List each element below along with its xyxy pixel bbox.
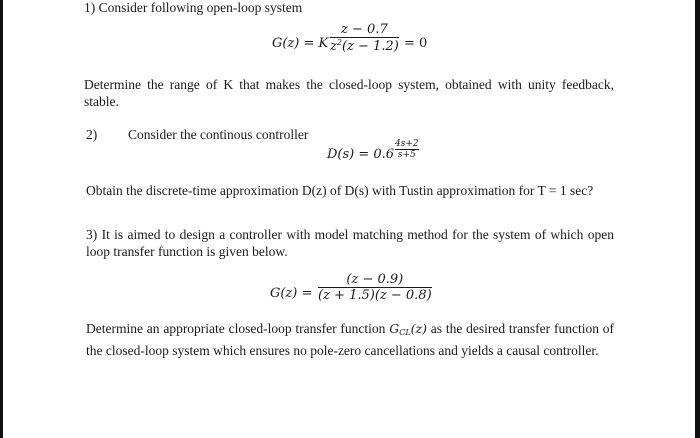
q1-equation-numerator: z − 0.7 bbox=[341, 22, 388, 37]
q1-den-exponent: 2 bbox=[336, 38, 342, 47]
q1-equation-rhs: = 0 bbox=[404, 36, 428, 51]
q1-equation-fraction bbox=[330, 22, 399, 54]
q3-equation-denominator: (z + 1.5)(z − 0.8) bbox=[318, 288, 432, 303]
q2-number: 2) bbox=[86, 127, 98, 142]
q3-question-text bbox=[86, 320, 614, 360]
q1-heading: 1) Consider following open-loop system bbox=[84, 0, 303, 15]
q3-equation-numerator: (z − 0.9) bbox=[346, 272, 404, 287]
page-left-edge bbox=[0, 0, 3, 438]
q2-question-text: Obtain the discrete-time approximation D(z) of D(s) with Tustin approximation for T = 1 sec? bbox=[86, 183, 594, 198]
q1-equation-denominator bbox=[330, 38, 399, 54]
q1-den-rest: (z − 1.2) bbox=[341, 39, 399, 54]
q1-den-base: z bbox=[330, 39, 337, 54]
q3-intro: 3) It is aimed to design a controller with model matching method for the system of which open loop transfer function is given below. bbox=[86, 227, 614, 259]
q1-equation-lhs: G(z) = K bbox=[272, 36, 329, 51]
gcl-main: G bbox=[389, 321, 400, 336]
gcl-subscript: CL bbox=[399, 328, 411, 337]
q1-question-text: Determine the range of K that makes the closed-loop system, obtained with unity feedback, stable. bbox=[84, 77, 614, 109]
q2-equation-lhs: D(s) = 0.6 bbox=[327, 147, 395, 162]
q2-exponent-fraction bbox=[395, 139, 419, 160]
q2-exponent-numerator: 4s+2 bbox=[395, 139, 419, 149]
gcl-symbol bbox=[389, 321, 427, 336]
q3-equation-lhs: G(z) = bbox=[270, 286, 313, 301]
page-right-edge bbox=[695, 0, 700, 438]
q2-exponent-denominator: s+5 bbox=[397, 150, 416, 160]
q3-text-after: as the desired transfer function of the closed-loop system which ensures no pole-zero cancellations and yields a causal controller. bbox=[86, 321, 615, 358]
q3-text-before: Determine an appropriate closed-loop transfer function bbox=[86, 321, 386, 336]
q2-intro: Consider the continous controller bbox=[128, 127, 309, 142]
gcl-argument: (z) bbox=[410, 321, 427, 336]
q3-equation-fraction bbox=[318, 272, 432, 303]
